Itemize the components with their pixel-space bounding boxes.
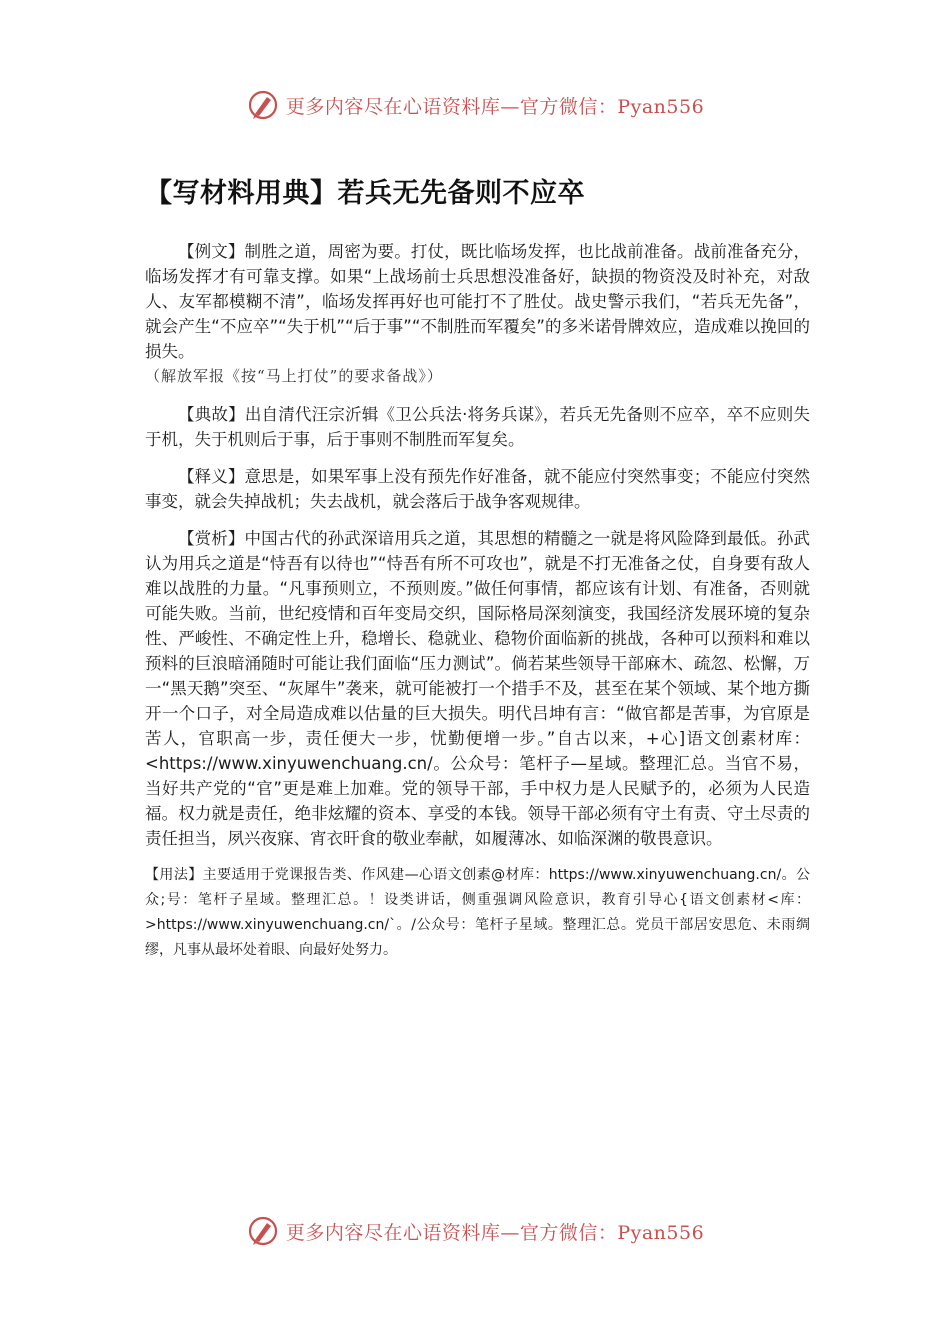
banner-text: 更多内容尽在心语资料库—官方微信：Pyan556: [285, 1221, 705, 1244]
example-source: （解放军报《按“马上打仗”的要求备战》）: [145, 367, 443, 385]
article: [145, 175, 810, 963]
example-paragraph: 【例文】制胜之道，周密为要。打仗，既比临场发挥，也比战前准备。战前准备充分，临场发挥才有可靠支撑。如果“上战场前士兵思想没准备好，缺损的物资没及时补充，对敌人、友军都模糊不清”，临场发挥再好也可能打不了胜仗。战史警示我们，“若兵无先备”，就会产生“不应卒”“失于机”“后于事”“不制胜而军覆矣”的多米诺骨牌效应，造成难以挽回的损失。: [145, 242, 810, 361]
pen-nib-circle-icon: [246, 1214, 280, 1248]
meaning-paragraph: 【释义】意思是，如果军事上没有预先作好准备，就不能应付突然事变；不能应付突然事变，就会失掉战机；失去战机，就会落后于战争客观规律。: [145, 467, 810, 511]
footer-banner: [0, 1211, 950, 1251]
header-banner: [0, 85, 950, 125]
origin-paragraph: 【典故】出自清代汪宗沂辑《卫公兵法·将务兵谋》，若兵无先备则不应卒，卒不应则失于机，失于机则后于事，后于事则不制胜而军复矣。: [145, 405, 810, 449]
usage-paragraph: 【用法】主要适用于党课报告类、作风建—心语文创素@材库：https://www.xinyuwenchuang.cn/。公众;号：笔杆子星域。整理汇总。！设类讲话，侧重强调风险意识，教育引导心{语文创素材<库：>https://www.xinyuwenchuang.cn/`。/公众号：笔杆子星域。整理汇总。党员干部居安思危、未雨绸缪，凡事从最坏处着眼、向最好处努力。: [145, 867, 810, 958]
pen-nib-circle-icon: [246, 88, 280, 122]
banner-text: 更多内容尽在心语资料库—官方微信：Pyan556: [285, 95, 705, 118]
analysis-paragraph: 【赏析】中国古代的孙武深谙用兵之道，其思想的精髓之一就是将风险降到最低。孙武认为用兵之道是“恃吾有以待也”“恃吾有所不可攻也”，就是不打无准备之仗，自身要有敌人难以战胜的力量。“凡事预则立，不预则废。”做任何事情，都应该有计划、有准备，否则就可能失败。当前，世纪疫情和百年变局交织，国际格局深刻演变，我国经济发展环境的复杂性、严峻性、不确定性上升，稳增长、稳就业、稳物价面临新的挑战，各种可以预料和难以预料的巨浪暗涌随时可能让我们面临“压力测试”。倘若某些领导干部麻木、疏忽、松懈，万一“黑天鹅”突至、“灰犀牛”袭来，就可能被打一个措手不及，甚至在某个领域、某个地方撕开一个口子，对全局造成难以估量的巨大损失。明代吕坤有言：“做官都是苦事，为官原是苦人，官职高一步，责任便大一步，忧勤便增一步。”自古以来，+心]语文创素材库：<https://www.xinyuwenchuang.cn/。公众号：笔杆子—星域。整理汇总。当官不易，当好共产党的“官”更是难上加难。党的领导干部，手中权力是人民赋予的，必须为人民造福。权力就是责任，绝非炫耀的资本、享受的本钱。领导干部必须有守土有责、守土尽责的责任担当，夙兴夜寐、宵衣旰食的敬业奉献，如履薄冰、如临深渊的敬畏意识。: [145, 529, 810, 848]
article-title: 【写材料用典】若兵无先备则不应卒: [145, 178, 585, 209]
